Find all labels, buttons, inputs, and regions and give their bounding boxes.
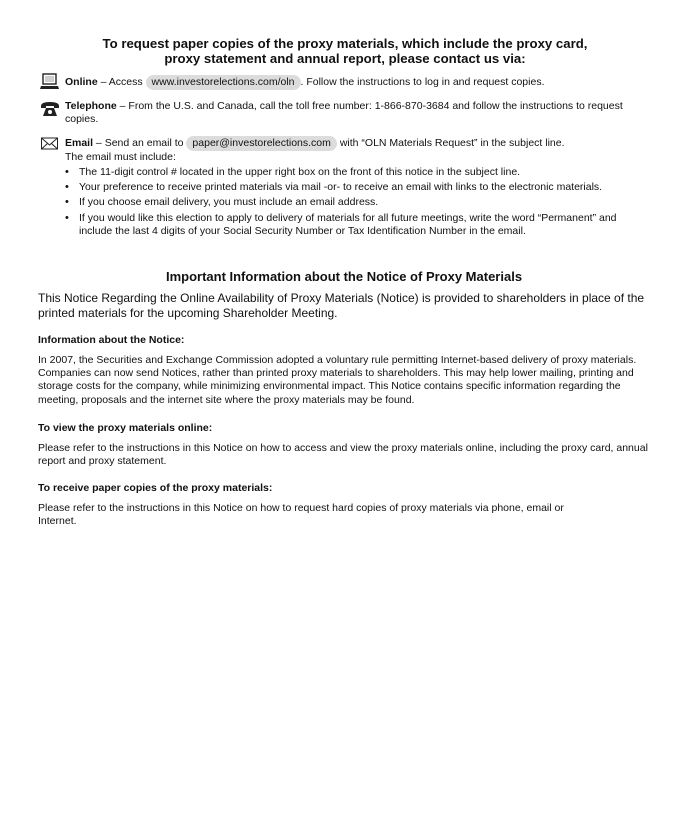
contact-header-line-1: To request paper copies of the proxy materials, which include the proxy card, (102, 36, 588, 51)
online-pre-text: – Access (97, 76, 146, 88)
list-item: • If you choose email delivery, you must include an email address. (79, 196, 650, 209)
email-contact-row (40, 134, 650, 244)
contact-header-line-2: proxy statement and annual report, please contact us via: (164, 51, 526, 66)
paper-copies-heading: To receive paper copies of the proxy materials: (38, 482, 273, 494)
email-label: Email (65, 137, 94, 149)
email-must-include: The email must include: (65, 151, 176, 163)
laptop-icon (40, 73, 60, 91)
envelope-icon (40, 136, 60, 154)
online-url-link[interactable]: www.investorelections.com/oln (146, 75, 301, 90)
online-label: Online (65, 76, 98, 88)
telephone-instructions: – From the U.S. and Canada, call the toll free number: 1-866-870-3684 and follow the instructions to request copies. (65, 100, 623, 125)
telephone-text (65, 100, 650, 126)
email-requirements-list (65, 166, 650, 238)
email-post-text: with “OLN Materials Request” in the subject line. (336, 137, 565, 149)
online-post-text: . Follow the instructions to log in and request copies. (300, 76, 545, 88)
notice-info-body: In 2007, the Securities and Exchange Commission adopted a voluntary rule permitting Internet-based delivery of proxy materials. Companies can now send Notices, rather than printed proxy materials to shareholders. This may help lower mailing, printing and storage costs for the company, while minimizing environmental impact. This Notice contains specific information regarding the meeting, proposals and the internet site where the proxy materials may be found. (38, 354, 637, 406)
notice-info-heading: Information about the Notice: (38, 334, 185, 346)
list-item: • If you would like this election to apply to delivery of materials for all future meetings, write the word “Permanent” and include the last 4 digits of your Social Security Number or Tax Identification Number in the email. (79, 212, 650, 238)
important-info-title: Important Information about the Notice of Proxy Materials (165, 269, 523, 284)
view-online-heading: To view the proxy materials online: (38, 422, 213, 434)
list-item: • Your preference to receive printed materials via mail -or- to receive an email with links to the electronic materials. (79, 181, 650, 194)
telephone-label: Telephone (65, 100, 117, 112)
email-address-link[interactable]: paper@investorelections.com (186, 136, 336, 151)
email-pre-text: – Send an email to (93, 137, 187, 149)
list-item: • The 11-digit control # located in the upper right box on the front of this notice in the subject line. (79, 166, 650, 179)
view-online-body: Please refer to the instructions in this Notice on how to access and view the proxy materials online, including the proxy card, annual report and proxy statement. (38, 442, 648, 468)
contact-header (40, 36, 650, 66)
paper-copies-body: Please refer to the instructions in this Notice on how to request hard copies of proxy materials via phone, email or Internet. (38, 502, 564, 528)
important-info-intro: This Notice Regarding the Online Availability of Proxy Materials (Notice) is provided to shareholders in place of the printed materials for the upcoming Shareholder Meeting. (38, 291, 645, 320)
telephone-icon (40, 100, 60, 118)
